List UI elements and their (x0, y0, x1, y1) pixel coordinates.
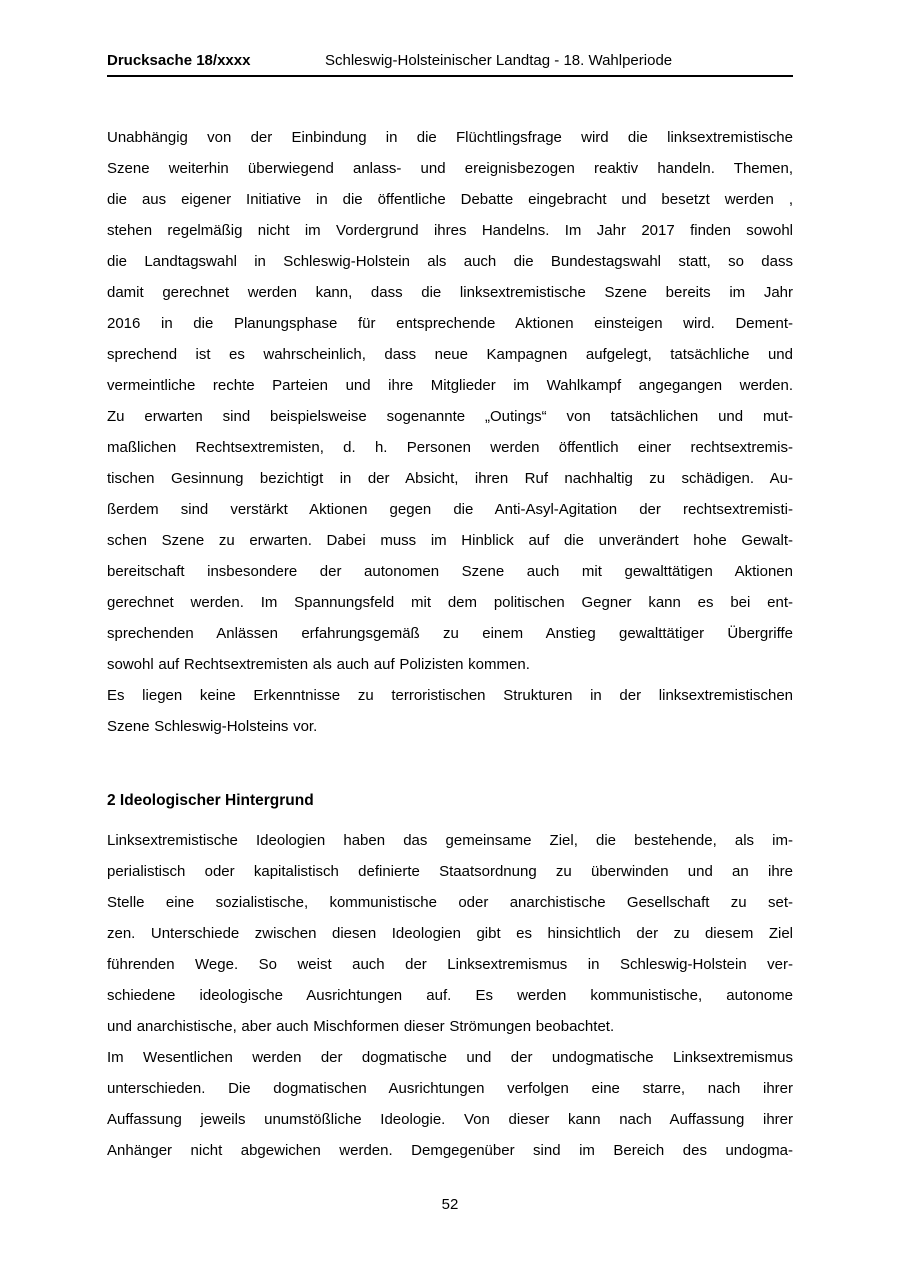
text-line: vermeintliche rechte Parteien und ihre Mitglieder im Wahlkampf angegangen werden. (107, 377, 793, 394)
page-footer (0, 1196, 900, 1214)
text-line: tischen Gesinnung bezichtigt in der Absicht, ihren Ruf nachhaltig zu schädigen. Au- (107, 470, 793, 487)
text-line: schiedene ideologische Ausrichtungen auf. Es werden kommunistische, autonome (107, 987, 793, 1004)
text-line: ßerdem sind verstärkt Aktionen gegen die Anti-Asyl-Agitation der rechtsextremisti- (107, 501, 793, 518)
document-id: Drucksache 18/xxxx (107, 52, 251, 69)
text-line: sprechend ist es wahrscheinlich, dass neue Kampagnen aufgelegt, tatsächliche und (107, 346, 793, 363)
text-line: sowohl auf Rechtsextremisten als auch auf Polizisten kommen. (107, 656, 530, 673)
section-heading: 2 Ideologischer Hintergrund (107, 792, 314, 809)
text-line: perialistisch oder kapitalistisch definierte Staatsordnung zu überwinden und an ihre (107, 863, 793, 880)
text-line: Anhänger nicht abgewichen werden. Demgegenüber sind im Bereich des undogma- (107, 1142, 793, 1159)
text-line: Szene weiterhin überwiegend anlass- und ereignisbezogen reaktiv handeln. Themen, (107, 160, 793, 177)
text-line: die Landtagswahl in Schleswig-Holstein als auch die Bundestagswahl statt, so dass (107, 253, 793, 270)
text-line: damit gerechnet werden kann, dass die linksextremistische Szene bereits im Jahr (107, 284, 793, 301)
text-line: 2016 in die Planungsphase für entsprechende Aktionen einsteigen wird. Dement- (107, 315, 793, 332)
page-header (107, 52, 793, 74)
header-divider (107, 75, 793, 77)
text-line: Im Wesentlichen werden der dogmatische und der undogmatische Linksextremismus (107, 1049, 793, 1066)
text-line: bereitschaft insbesondere der autonomen Szene auch mit gewalttätigen Aktionen (107, 563, 793, 580)
page-number: 52 (441, 1196, 459, 1213)
text-line: Auffassung jeweils unumstößliche Ideologie. Von dieser kann nach Auffassung ihrer (107, 1111, 793, 1128)
text-line: und anarchistische, aber auch Mischformen dieser Strömungen beobachtet. (107, 1018, 615, 1035)
text-line: stehen regelmäßig nicht im Vordergrund ihres Handelns. Im Jahr 2017 finden sowohl (107, 222, 793, 239)
text-line: die aus eigener Initiative in die öffentliche Debatte eingebracht und besetzt werden , (107, 191, 793, 208)
text-line: unterschieden. Die dogmatischen Ausrichtungen verfolgen eine starre, nach ihrer (107, 1080, 793, 1097)
text-line: schen Szene zu erwarten. Dabei muss im Hinblick auf die unverändert hohe Gewalt- (107, 532, 793, 549)
text-line: sprechenden Anlässen erfahrungsgemäß zu einem Anstieg gewalttätiger Übergriffe (107, 625, 793, 642)
document-title: Schleswig-Holsteinischer Landtag - 18. Wahlperiode (325, 52, 673, 69)
paragraph (107, 1042, 793, 1166)
document-body (107, 122, 793, 1166)
text-line: Unabhängig von der Einbindung in die Flüchtlingsfrage wird die linksextremistische (107, 129, 793, 146)
text-line: Es liegen keine Erkenntnisse zu terroristischen Strukturen in der linksextremistischen (107, 687, 793, 704)
text-line: Zu erwarten sind beispielsweise sogenannte „Outings“ von tatsächlichen und mut- (107, 408, 793, 425)
paragraph (107, 680, 793, 742)
text-line: Szene Schleswig-Holsteins vor. (107, 718, 318, 735)
paragraph (107, 122, 793, 680)
text-line: Stelle eine sozialistische, kommunistische oder anarchistische Gesellschaft zu set- (107, 894, 793, 911)
text-line: zen. Unterschiede zwischen diesen Ideologien gibt es hinsichtlich der zu diesem Ziel (107, 925, 793, 942)
text-line: Linksextremistische Ideologien haben das gemeinsame Ziel, die bestehende, als im- (107, 832, 793, 849)
text-line: gerechnet werden. Im Spannungsfeld mit dem politischen Gegner kann es bei ent- (107, 594, 793, 611)
paragraph (107, 825, 793, 1042)
text-line: maßlichen Rechtsextremisten, d. h. Personen werden öffentlich einer rechtsextremis- (107, 439, 793, 456)
text-line: führenden Wege. So weist auch der Linksextremismus in Schleswig-Holstein ver- (107, 956, 793, 973)
